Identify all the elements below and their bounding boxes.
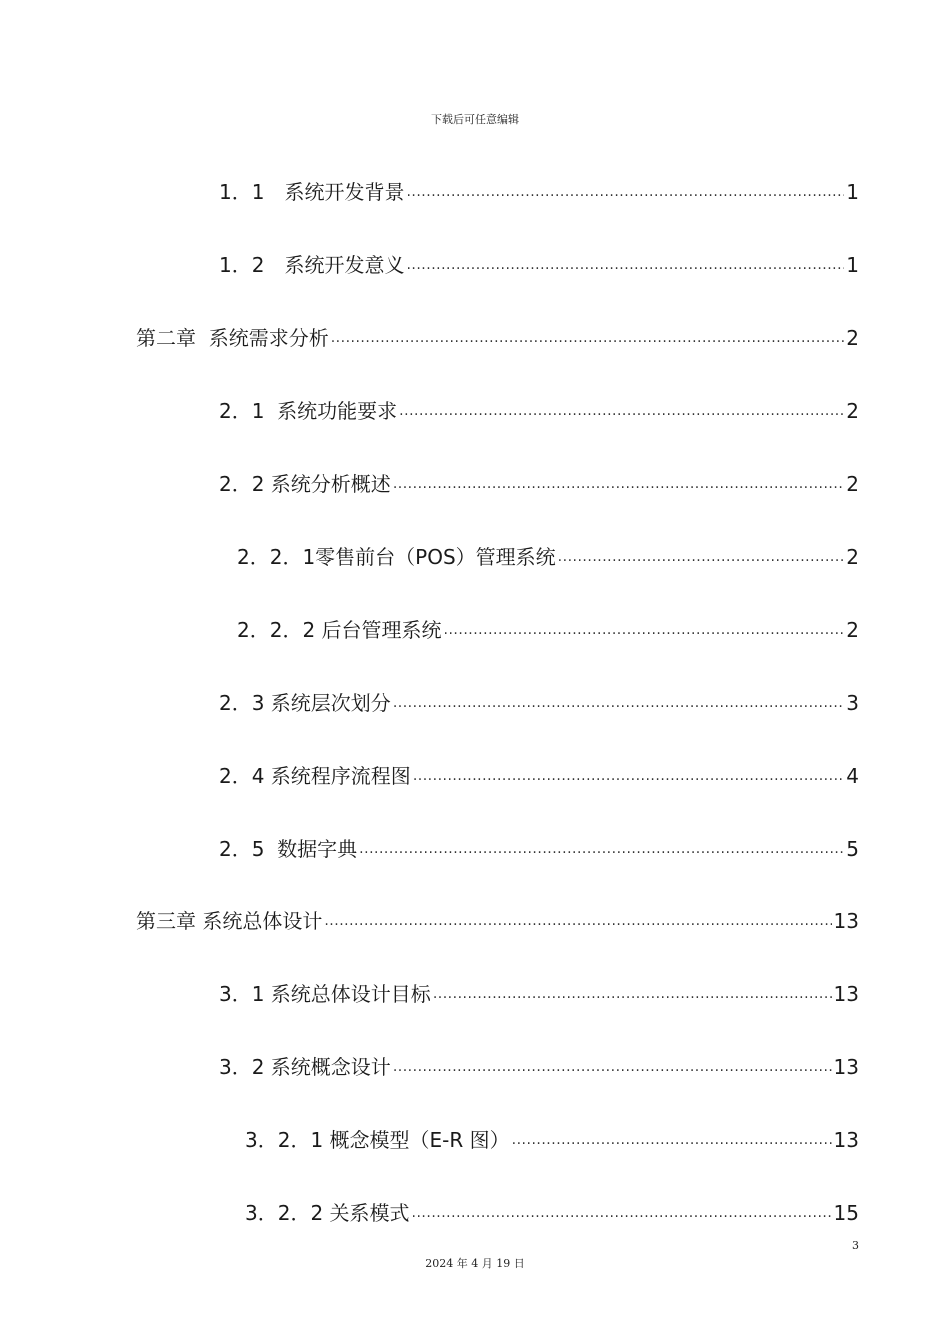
toc-entry-page: 1 — [846, 253, 859, 277]
toc-dot-leader — [331, 329, 845, 347]
toc-subentry[interactable] — [237, 612, 859, 642]
toc-entry-label: 2．3 系统层次划分 — [219, 691, 391, 715]
toc-dot-leader — [406, 183, 844, 201]
toc-dot-leader — [406, 256, 844, 274]
footer-date: 2024 年 4 月 19 日 — [425, 1257, 525, 1270]
toc-entry-page: 2 — [846, 545, 859, 569]
toc-entry-label: 3．2．2 关系模式 — [245, 1201, 410, 1225]
toc-entry[interactable] — [219, 174, 859, 204]
toc-chapter-entry[interactable] — [136, 903, 859, 933]
toc-entry-page: 2 — [846, 618, 859, 642]
toc-entry-label: 3．2．1 概念模型（E-R 图） — [245, 1128, 510, 1152]
toc-dot-leader — [393, 694, 844, 712]
toc-subentry[interactable] — [245, 1195, 859, 1225]
toc-dot-leader — [412, 1204, 832, 1222]
toc-entry[interactable] — [219, 831, 859, 861]
page-header: 下载后可任意编辑 — [431, 113, 519, 126]
toc-dot-leader — [324, 912, 831, 930]
toc-entry-page: 1 — [846, 180, 859, 204]
toc-entry-page: 2 — [846, 472, 859, 496]
toc-dot-leader — [393, 1058, 832, 1076]
toc-entry-label: 第三章 系统总体设计 — [136, 909, 323, 933]
toc-subentry[interactable] — [245, 1122, 859, 1152]
toc-entry-page: 2 — [846, 399, 859, 423]
toc-entry-label: 1．2 系统开发意义 — [219, 253, 405, 277]
toc-entry-page: 13 — [833, 1055, 859, 1079]
toc-dot-leader — [393, 475, 844, 493]
toc-entry-label: 3．2 系统概念设计 — [219, 1055, 391, 1079]
toc-entry[interactable] — [219, 758, 859, 788]
toc-entry-page: 4 — [846, 764, 859, 788]
toc-subentry[interactable] — [237, 539, 859, 569]
toc-entry-page: 5 — [846, 837, 859, 861]
toc-entry-label: 第二章 系统需求分析 — [136, 326, 329, 350]
toc-entry-label: 2．2．2 后台管理系统 — [237, 618, 442, 642]
toc-entry-label: 2．1 系统功能要求 — [219, 399, 398, 423]
toc-chapter-entry[interactable] — [136, 320, 859, 350]
toc-entry[interactable] — [219, 1049, 859, 1079]
toc-entry[interactable] — [219, 976, 859, 1006]
toc-entry[interactable] — [219, 247, 859, 277]
toc-entry-page: 13 — [833, 982, 859, 1006]
toc-entry-page: 13 — [833, 1128, 859, 1152]
toc-entry-page: 3 — [846, 691, 859, 715]
toc-entry-label: 1．1 系统开发背景 — [219, 180, 405, 204]
toc-entry-label: 2．2 系统分析概述 — [219, 472, 391, 496]
toc-dot-leader — [512, 1131, 832, 1149]
toc-entry-label: 2．5 数据字典 — [219, 837, 358, 861]
toc-entry-page: 15 — [833, 1201, 859, 1225]
toc-entry-page: 13 — [833, 909, 859, 933]
toc-entry[interactable] — [219, 466, 859, 496]
toc-dot-leader — [444, 621, 845, 639]
toc-entry-label: 2．2．1零售前台（POS）管理系统 — [237, 545, 556, 569]
toc-entry[interactable] — [219, 393, 859, 423]
toc-entry-label: 2．4 系统程序流程图 — [219, 764, 411, 788]
toc-entry-label: 3．1 系统总体设计目标 — [219, 982, 431, 1006]
toc-entry-page: 2 — [846, 326, 859, 350]
toc-dot-leader — [399, 402, 844, 420]
page-number: 3 — [852, 1239, 859, 1252]
toc-dot-leader — [558, 548, 845, 566]
toc-dot-leader — [359, 840, 844, 858]
toc-entry[interactable] — [219, 685, 859, 715]
toc-dot-leader — [433, 985, 832, 1003]
toc-dot-leader — [413, 767, 844, 785]
